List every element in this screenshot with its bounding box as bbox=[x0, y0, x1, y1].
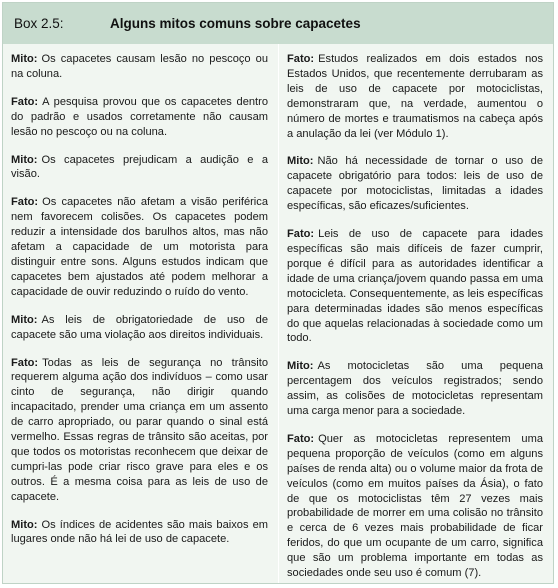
fact-paragraph bbox=[287, 52, 543, 141]
fact-label: Fato: bbox=[287, 228, 315, 241]
myth-text: As motocicletas são uma pequena percentagem dos veículos registrados; sendo assim, as colisões de motocicletas representam uma carga menor para a sociedade. bbox=[287, 360, 543, 418]
fact-label: Fato: bbox=[11, 196, 39, 209]
myth-label: Mito: bbox=[287, 360, 314, 373]
myth-text: Os capacetes causam lesão no pescoço ou na coluna. bbox=[11, 53, 268, 80]
myth-label: Mito: bbox=[11, 313, 38, 326]
fact-paragraph bbox=[287, 432, 543, 581]
myth-text: Os índices de acidentes são mais baixos em lugares onde não há lei de uso de capacete. bbox=[11, 518, 268, 546]
myth-paragraph bbox=[11, 313, 268, 343]
myth-label: Mito: bbox=[11, 53, 38, 65]
fact-paragraph bbox=[287, 227, 543, 346]
myth-paragraph bbox=[287, 154, 543, 214]
myth-paragraph bbox=[11, 518, 268, 548]
fact-text: Quer as motocicletas representem uma pequena proporção de veículos (como em alguns países de renda alta) ou o volume maior da frota de veículos (como em muitos países da Ásia), o fato de que os motociclistas têm 27 vezes mais probabilidade de morrer em uma colisão no trânsito e cerca de 6 vezes mais probabilidade de ficar feridos, do que um ocupante de um carro, significa que são um problema importante em todas as sociedades onde seu uso é comum (7). bbox=[287, 432, 543, 580]
myth-text: As leis de obrigatoriedade de uso de capacete são uma violação aos direitos individuais. bbox=[11, 313, 268, 341]
myth-paragraph bbox=[11, 153, 268, 183]
fact-label: Fato: bbox=[11, 95, 39, 108]
fact-text: A pesquisa provou que os capacetes dentro do padrão e usados corretamente não causam lesão no pescoço ou na coluna. bbox=[11, 95, 268, 138]
fact-text: Todas as leis de segurança no trânsito requerem alguma ação dos indivíduos – como usar cinto de segurança, não dirigir quando incapacitado, prender uma criança em um assento de carro apropriado, ou parar quando o sinal está vermelho. Essas regras de trânsito são aceitas, por que todos os motoristas reconhecem que deixar de cumpri-las pode criar risco grave para eles e os outros. É a mesma coisa para as leis de uso de capacete. bbox=[11, 356, 268, 503]
myth-label: Mito: bbox=[11, 518, 38, 531]
right-column bbox=[278, 44, 553, 584]
fact-label: Fato: bbox=[287, 432, 315, 445]
fact-label: Fato: bbox=[11, 356, 39, 369]
fact-text: Os capacetes não afetam a visão periférica nem favorecem colisões. Os capacetes podem reduzir a intensidade dos barulhos altos, mas não afetam a capacidade de um motorista para distinguir entre sons. Alguns estudos indicam que capacetes bem ajustados até podem melhorar a capacidade de ouvir reduzindo o ruído do vento. bbox=[11, 196, 268, 298]
fact-text: Leis de uso de capacete para idades específicas são mais difíceis de fazer cumprir, porque é difícil para as autoridades identificar a idade de uma criança/jovem quando passa em uma motocicleta. Consequentemente, as leis específicas para determinadas idades são menos específicas do que aquelas relacionadas à sociedade como um todo. bbox=[287, 228, 543, 345]
myth-text: Não há necessidade de tornar o uso de capacete obrigatório para todos: leis de uso de capacete por motociclistas, limitadas a idades específicas, são eficazes/suficientes. bbox=[287, 155, 543, 213]
fact-paragraph bbox=[11, 356, 268, 505]
myth-text: Os capacetes prejudicam a audição e a visão. bbox=[11, 153, 268, 181]
myth-label: Mito: bbox=[287, 155, 314, 168]
myth-paragraph bbox=[287, 359, 543, 419]
box-2-5 bbox=[2, 2, 554, 584]
fact-paragraph bbox=[11, 195, 268, 299]
box-label: Box 2.5: bbox=[14, 16, 64, 31]
box-title: Alguns mitos comuns sobre capacetes bbox=[110, 16, 361, 31]
box-columns bbox=[3, 44, 553, 584]
fact-text: Estudos realizados em dois estados nos Estados Unidos, que recentemente derrubaram as leis de uso de capacete por motociclistas, demonstraram que, na verdade, aumentou o número de mortes e traumatismos na cabeça após a anulação da lei (ver Módulo 1). bbox=[287, 53, 543, 140]
box-header bbox=[3, 3, 553, 44]
fact-paragraph bbox=[11, 95, 268, 140]
left-column bbox=[3, 44, 278, 584]
myth-paragraph bbox=[11, 52, 268, 82]
fact-label: Fato: bbox=[287, 53, 315, 65]
myth-label: Mito: bbox=[11, 153, 38, 166]
